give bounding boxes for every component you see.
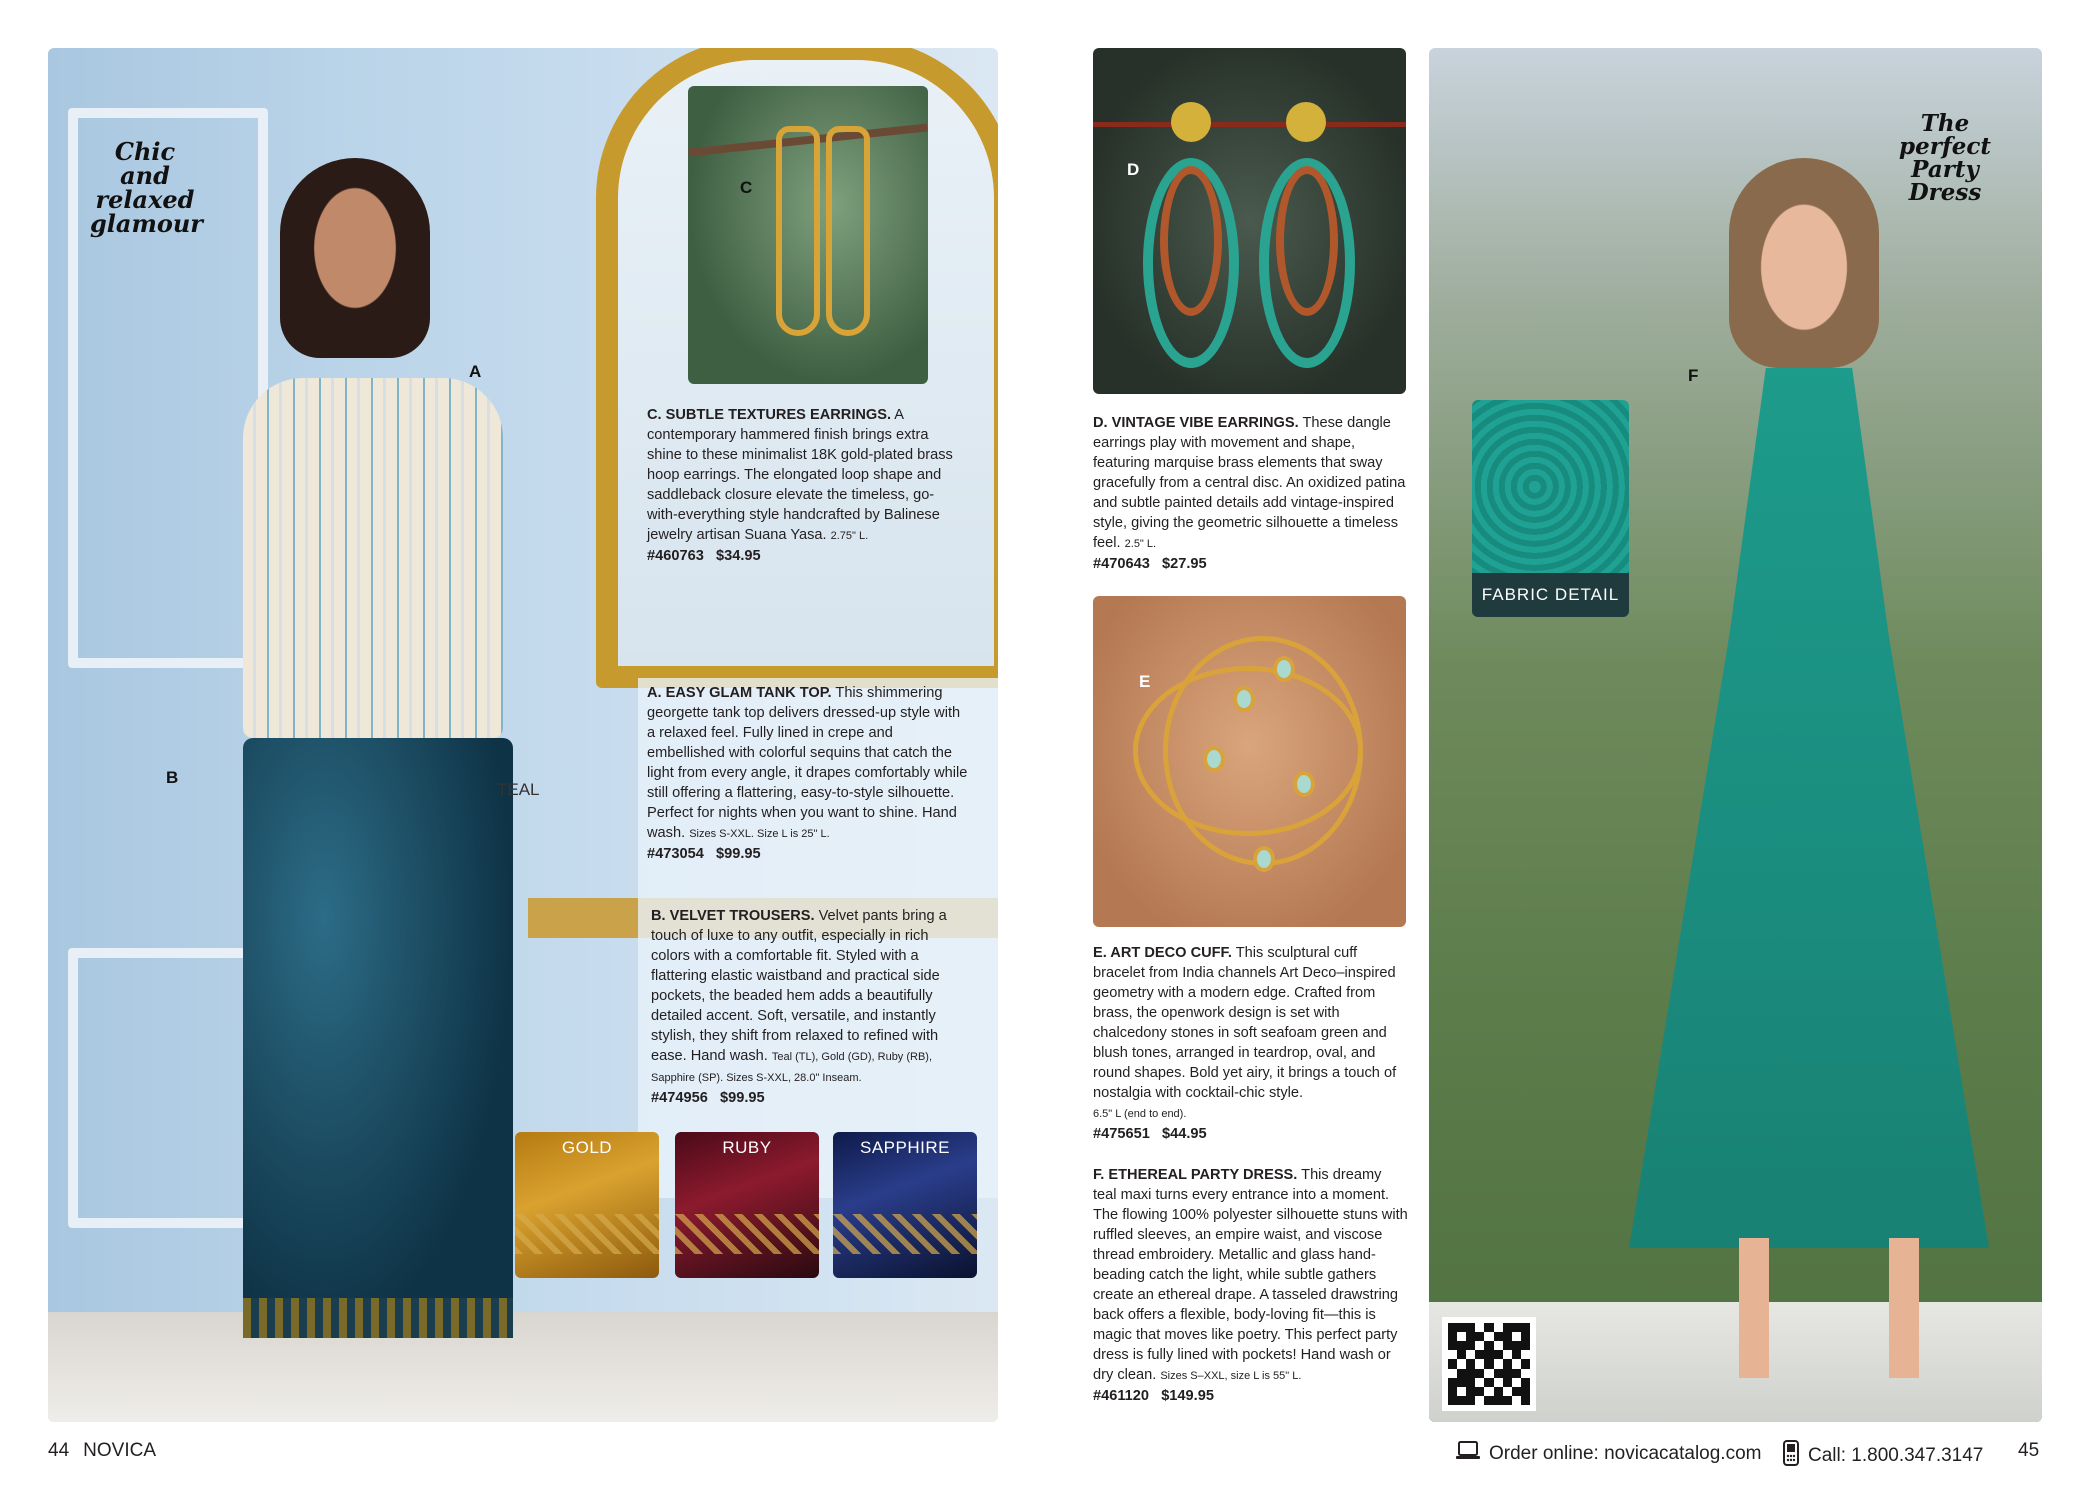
art-deco-cuff-photo <box>1093 596 1406 927</box>
product-f-sku: #461120 <box>1093 1388 1150 1404</box>
swatch-ruby-label: RUBY <box>722 1138 772 1157</box>
product-f-size: Sizes S–XXL, size L is 55" L. <box>1160 1370 1302 1382</box>
wall-moulding <box>68 948 268 1228</box>
callout-d: D <box>1127 160 1140 179</box>
chalcedony-stone <box>1293 771 1315 797</box>
footer-order-online[interactable] <box>1455 1440 1761 1468</box>
product-f-price: $149.95 <box>1161 1388 1214 1404</box>
beaded-hem <box>243 1298 513 1338</box>
callout-b: B <box>166 768 179 787</box>
marquise-element <box>1160 166 1222 316</box>
product-f-title: F. ETHEREAL PARTY DRESS. <box>1093 1167 1298 1183</box>
product-d-description <box>1093 413 1413 574</box>
product-e-description <box>1093 943 1413 1144</box>
brass-disc <box>1171 102 1211 142</box>
product-a-title: A. EASY GLAM TANK TOP. <box>647 685 832 701</box>
tank-top-image <box>243 378 503 738</box>
product-e-title: E. ART DECO CUFF. <box>1093 945 1232 961</box>
cuff-band <box>1163 636 1363 866</box>
product-d-body: These dangle earrings play with movement and shape, featuring marquise brass elements that sway gracefully from a central disc. An oxidized patina and subtle painted details add vintage-inspired style, giving the geometric silhouette a timeless feel. <box>1093 415 1406 551</box>
swatch-gold-label: GOLD <box>561 1138 613 1157</box>
model-leg <box>1739 1238 1769 1378</box>
product-b-body: Velvet pants bring a touch of luxe to any outfit, especially in rich colors with a comfortable fit. Styled with a flattering elastic waistband and practical side pockets, the beaded hem adds a beautifully detailed accent. Soft, versatile, and instantly stylish, they shift from relaxed to refined with ease. Hand wash. <box>651 908 947 1064</box>
product-b-size: Teal (TL), Gold (GD), Ruby (RB), Sapphire (SP). Sizes S-XXL, 28.0" Inseam. <box>651 1051 933 1084</box>
footer-call[interactable] <box>1782 1440 1983 1472</box>
product-c-description <box>647 405 962 566</box>
marquise-element <box>1276 166 1338 316</box>
product-b-title: B. VELVET TROUSERS. <box>651 908 815 924</box>
tagline-right: The perfect Party Dress <box>1899 110 1991 206</box>
fabric-detail-label: FABRIC DETAIL <box>1472 573 1629 617</box>
product-e-price: $44.95 <box>1162 1126 1207 1142</box>
product-b-sku: #474956 <box>651 1090 708 1106</box>
swatch-ruby[interactable] <box>675 1132 819 1278</box>
wire <box>1093 122 1406 127</box>
chalcedony-stone <box>1253 846 1275 872</box>
callout-a: A <box>469 362 482 381</box>
product-f-body: This dreamy teal maxi turns every entrance into a moment. The flowing 100% polyester silhouette stuns with ruffled sleeves, an empire waist, and viscose thread embroidery. Metallic and glass hand-beading catch the light, while subtle gathers create an ethereal drape. A tasseled drawstring back offers a flexible, body-loving fit—this is magic that moves like poetry. This perfect party dress is fully lined with pockets! Hand wash or dry clean. <box>1093 1167 1408 1383</box>
product-c-size: 2.75" L. <box>830 530 869 542</box>
swatch-gold[interactable] <box>515 1132 659 1278</box>
product-c-price: $34.95 <box>716 548 761 564</box>
page-number-right: 45 <box>2018 1440 2040 1461</box>
hoop-earring <box>776 126 820 336</box>
product-a-sku: #473054 <box>647 846 704 862</box>
product-c-sku: #460763 <box>647 548 704 564</box>
product-e-size: 6.5" L (end to end). <box>1093 1108 1187 1120</box>
product-e-sku: #475651 <box>1093 1126 1150 1142</box>
brand-name: NOVICA <box>83 1440 156 1461</box>
hoop-earring <box>826 126 870 336</box>
product-a-price: $99.95 <box>716 846 761 862</box>
chalcedony-stone <box>1233 686 1255 712</box>
footer-left <box>48 1440 156 1462</box>
tagline-left: Chic and relaxed glamour <box>90 137 203 238</box>
laptop-icon <box>1455 1440 1481 1468</box>
product-d-sku: #470643 <box>1093 556 1150 572</box>
product-a-description <box>647 683 972 864</box>
callout-e: E <box>1139 672 1151 691</box>
product-b-price: $99.95 <box>720 1090 765 1106</box>
model-head <box>1729 158 1879 368</box>
color-label-teal: TEAL <box>497 780 540 799</box>
swatch-beaded-hem <box>515 1214 659 1254</box>
vintage-vibe-earrings-photo <box>1093 48 1406 394</box>
swatch-sapphire-label: SAPPHIRE <box>860 1138 950 1157</box>
swatch-sapphire[interactable] <box>833 1132 977 1278</box>
model-head <box>280 158 430 358</box>
product-e-body: This sculptural cuff bracelet from India channels Art Deco–inspired geometry with a modern edge. Crafted from brass, the openwork design is set with chalcedony stones in soft seafoam green and blush tones, arranged in teardrop, oval, and round shapes. Bold yet airy, it brings a touch of nostalgia with cocktail-chic style. <box>1093 945 1397 1101</box>
right-page-photo <box>1429 48 2042 1422</box>
qr-code-icon[interactable] <box>1442 1317 1536 1411</box>
product-a-body: This shimmering georgette tank top delivers dressed-up style with a relaxed feel. Fully lined in crepe and embellished with colorful sequins that catch the light from every angle, it drapes comfortably while still offering a flattering, easy-to-style silhouette. Perfect for nights when you want to shine. Hand wash. <box>647 685 968 841</box>
brass-disc <box>1286 102 1326 142</box>
product-d-size: 2.5" L. <box>1124 538 1157 550</box>
page-number-left: 44 <box>48 1440 70 1461</box>
callout-f: F <box>1688 366 1699 385</box>
product-c-title: C. SUBTLE TEXTURES EARRINGS. <box>647 407 892 423</box>
model-leg <box>1889 1238 1919 1378</box>
subtle-textures-earrings-photo <box>688 86 928 384</box>
product-d-price: $27.95 <box>1162 556 1207 572</box>
velvet-trousers-image <box>243 738 513 1338</box>
product-d-title: D. VINTAGE VIBE EARRINGS. <box>1093 415 1299 431</box>
product-a-size: Sizes S-XXL. Size L is 25" L. <box>689 828 830 840</box>
chalcedony-stone <box>1273 656 1295 682</box>
chalcedony-stone <box>1203 746 1225 772</box>
order-online-text[interactable]: Order online: novicacatalog.com <box>1489 1443 1762 1464</box>
callout-c: C <box>740 178 753 197</box>
floor <box>48 1312 998 1422</box>
product-b-description <box>651 906 961 1108</box>
swatch-beaded-hem <box>675 1214 819 1254</box>
party-dress-image <box>1629 368 1989 1248</box>
phone-icon <box>1782 1440 1800 1472</box>
product-f-description <box>1093 1165 1408 1406</box>
product-c-body: A contemporary hammered finish brings extra shine to these minimalist 18K gold-plated brass hoop earrings. The elongated loop shape and saddleback closure elevate the timeless, go-with-everything style handcrafted by Balinese jewelry artisan Suana Yasa. <box>647 407 953 543</box>
call-text[interactable]: Call: 1.800.347.3147 <box>1808 1445 1984 1466</box>
swatch-beaded-hem <box>833 1214 977 1254</box>
fabric-detail-inset <box>1472 400 1629 617</box>
